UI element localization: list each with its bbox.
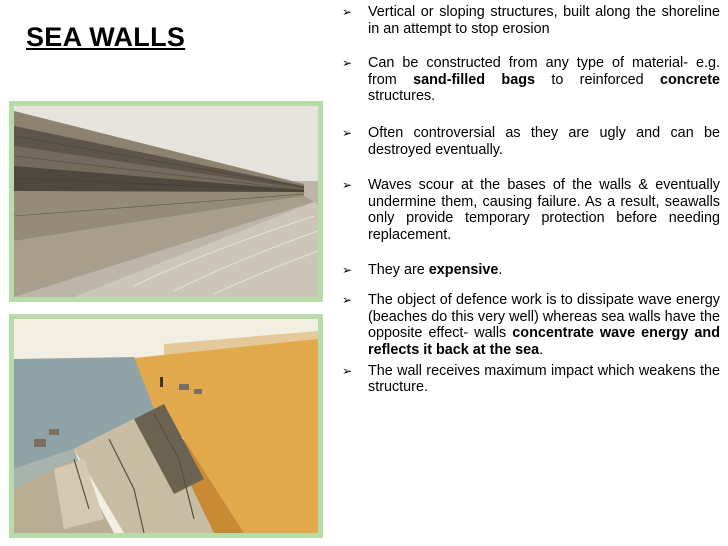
arrow-bullet-icon: ➢ <box>342 125 353 140</box>
arrow-bullet-icon: ➢ <box>342 262 353 277</box>
arrow-bullet-icon: ➢ <box>342 56 353 71</box>
bullet-item: ➢ Vertical or sloping structures, built along the shoreline in an attempt to stop erosion <box>342 4 720 37</box>
arrow-bullet-icon: ➢ <box>342 5 353 19</box>
bullet-item: ➢ The object of defence work is to dissipate wave energy (beaches do this very well) whereas sea walls have the opposite effect- walls concentrate wave energy and reflects it back at the sea. <box>342 292 720 358</box>
damaged-sea-wall-illustration <box>14 319 318 533</box>
bullet-item: ➢ Often controversial as they are ugly and can be destroyed eventually. <box>342 124 720 158</box>
bullet-item: ➢ Can be constructed from any type of material- e.g. from sand-filled bags to reinforced concrete structures. <box>342 55 721 105</box>
sea-wall-photo <box>9 101 323 302</box>
bullet-list <box>342 4 720 396</box>
bullet-item: ➢ Waves scour at the bases of the walls & eventually undermine them, causing failure. As a result, seawalls only provide temporary protection before needing replacement. <box>342 177 720 243</box>
bullet-item: ➢ They are expensive. <box>342 261 503 278</box>
sea-wall-illustration <box>14 106 318 297</box>
bullet-item: ➢ The wall receives maximum impact which weakens the structure. <box>342 362 720 396</box>
arrow-bullet-icon: ➢ <box>342 293 353 308</box>
arrow-bullet-icon: ➢ <box>342 178 353 193</box>
slide-title: SEA WALLS <box>26 22 186 52</box>
damaged-sea-wall-photo <box>9 314 323 538</box>
arrow-bullet-icon: ➢ <box>342 363 353 378</box>
